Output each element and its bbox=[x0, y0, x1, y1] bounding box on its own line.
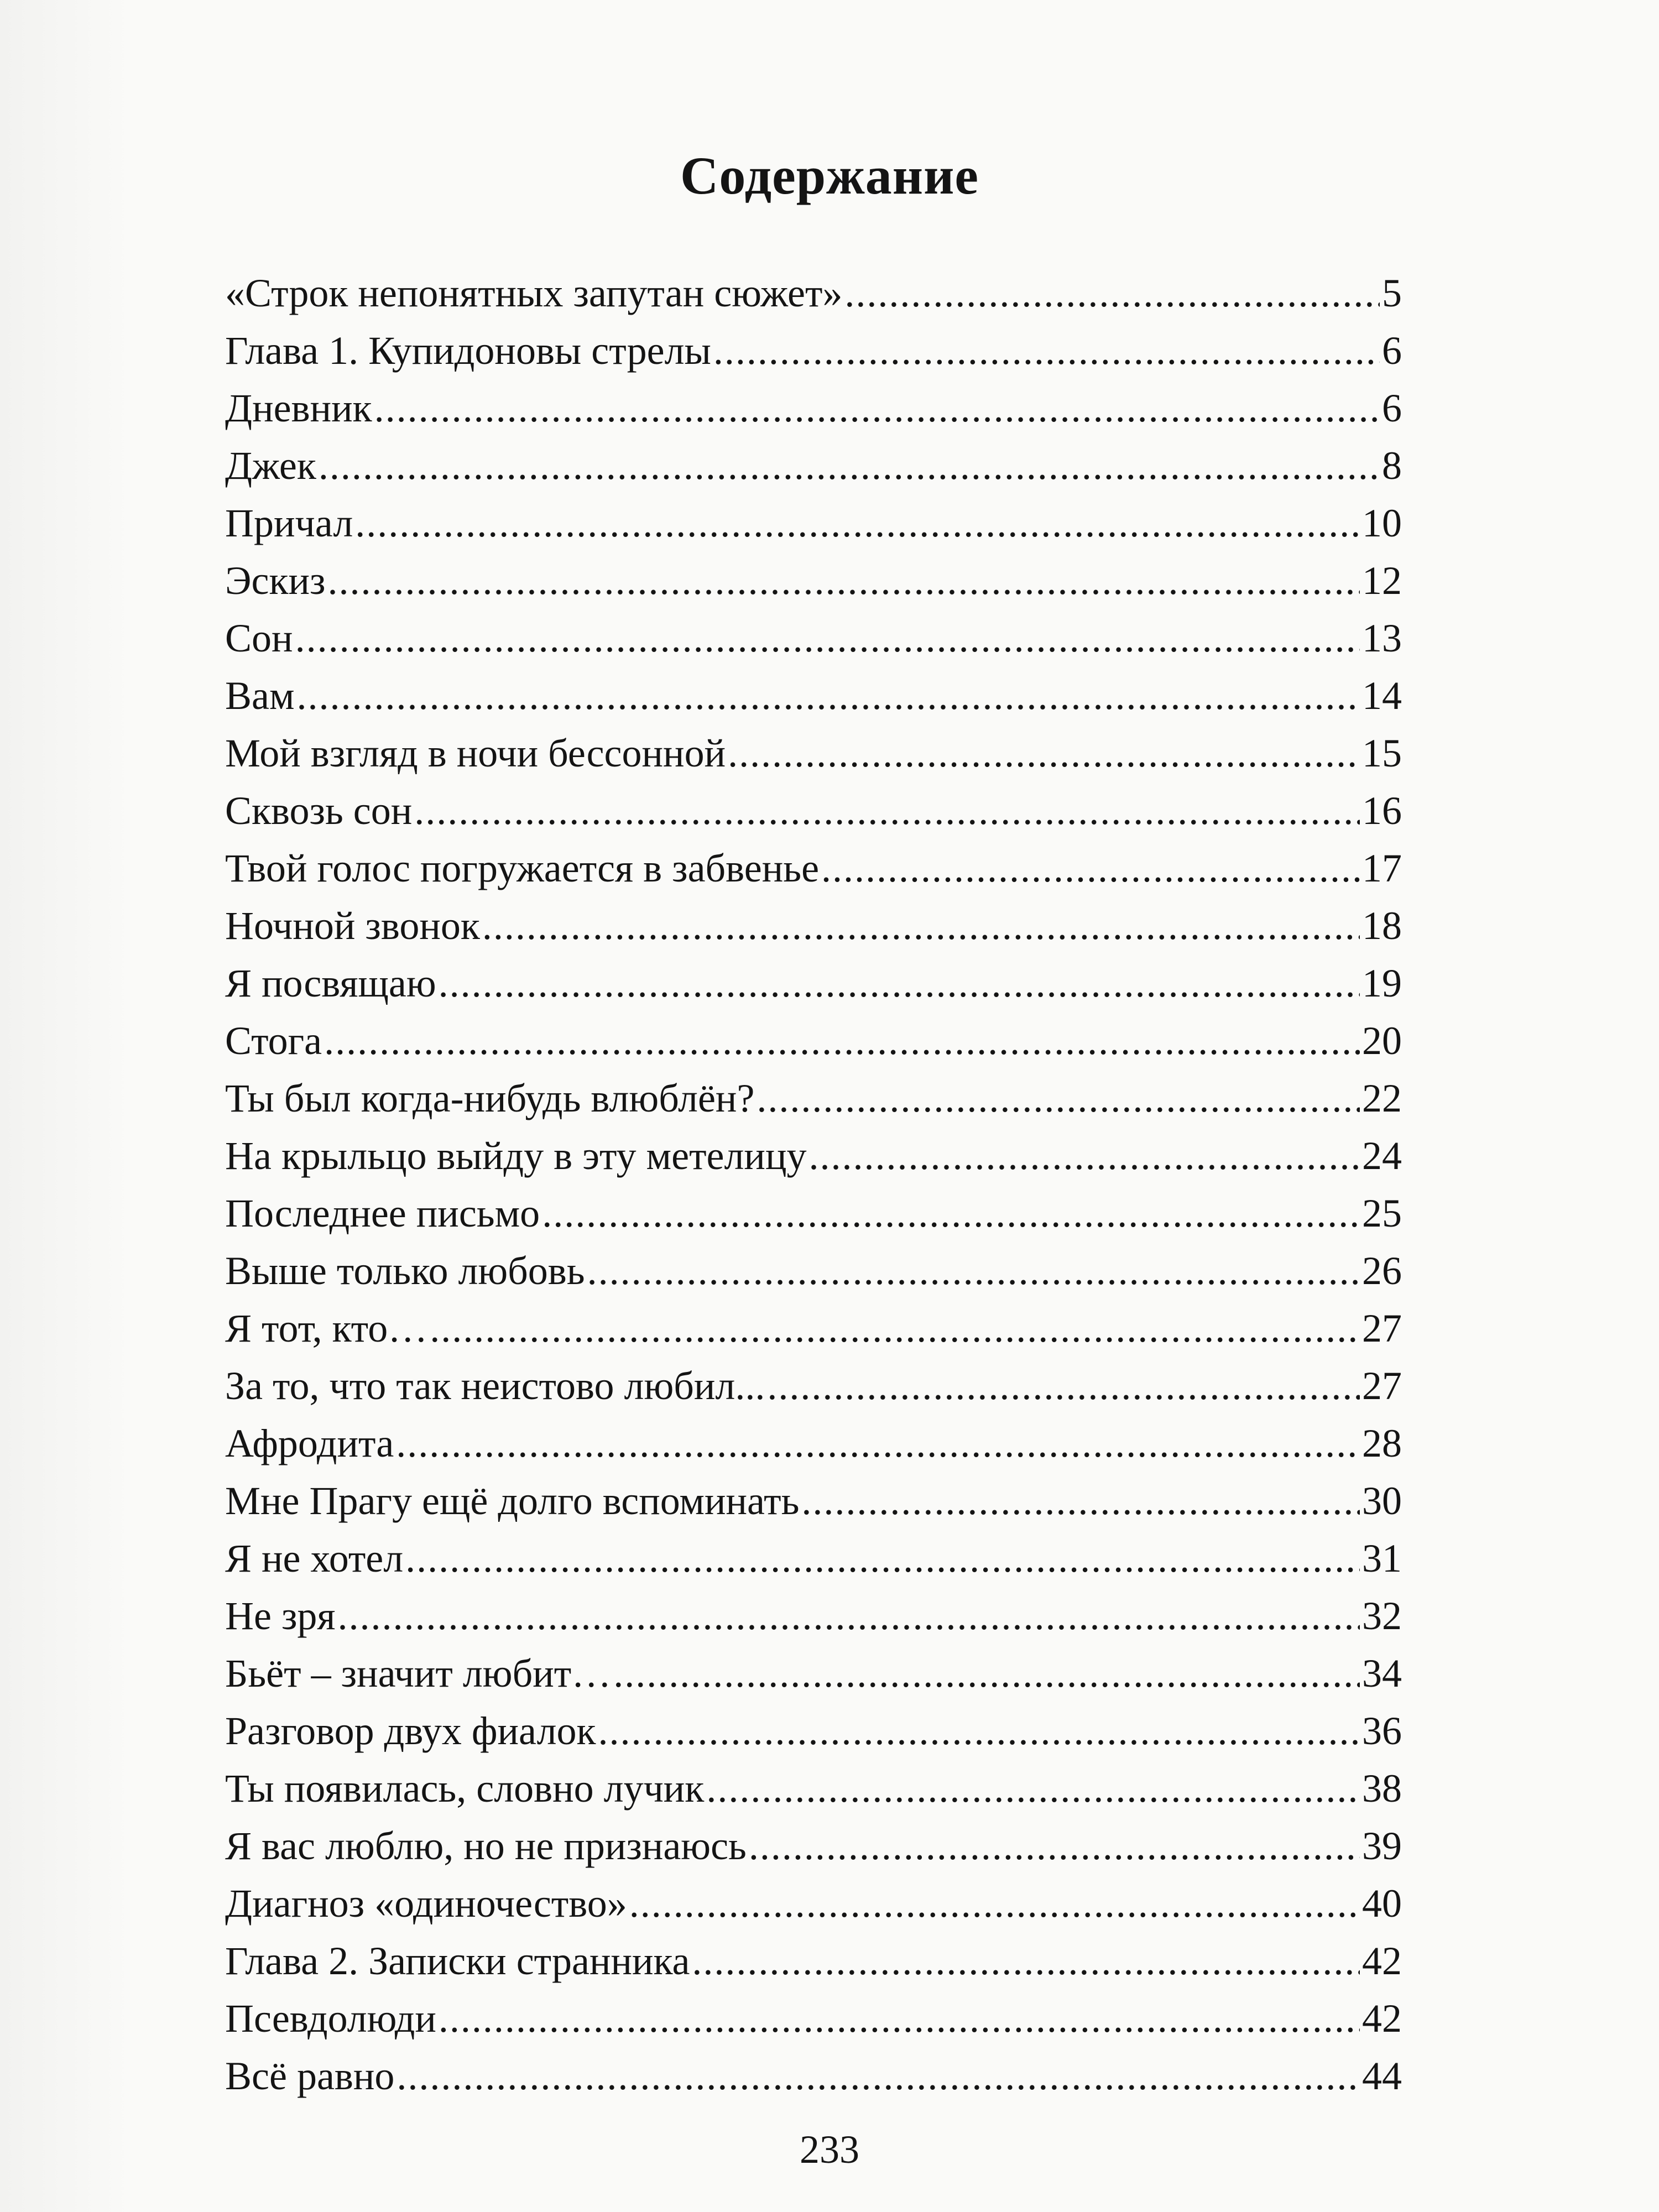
toc-entry-page: 34 bbox=[1362, 1651, 1402, 1695]
toc-entry-page: 27 bbox=[1362, 1306, 1402, 1350]
dot-leader bbox=[809, 1127, 1360, 1185]
dot-leader bbox=[587, 1242, 1360, 1300]
dot-leader bbox=[713, 322, 1380, 379]
page-number: 233 bbox=[800, 2127, 859, 2172]
toc-entry-page: 25 bbox=[1362, 1191, 1402, 1235]
toc-entry bbox=[225, 839, 1402, 897]
toc-entry bbox=[225, 1242, 1402, 1300]
toc-entry bbox=[225, 897, 1402, 954]
dot-leader bbox=[319, 437, 1380, 494]
toc-entry-title: Мне Прагу ещё долго вспоминать bbox=[225, 1479, 800, 1523]
toc-entry-page: 10 bbox=[1362, 501, 1402, 545]
toc-entry-title: Ты появилась, словно лучик bbox=[225, 1766, 705, 1811]
toc-entry bbox=[225, 264, 1402, 322]
toc-entry bbox=[225, 1702, 1402, 1760]
toc-entry bbox=[225, 2047, 1402, 2105]
dot-leader bbox=[396, 1415, 1360, 1472]
toc-entry-title: Стога bbox=[225, 1019, 322, 1063]
toc-entry-page: 28 bbox=[1362, 1421, 1402, 1465]
dot-leader bbox=[397, 2047, 1360, 2105]
toc-entry bbox=[225, 552, 1402, 609]
dot-leader bbox=[327, 552, 1360, 609]
toc-entry-page: 44 bbox=[1362, 2054, 1402, 2098]
toc-entry-title: Сквозь сон bbox=[225, 789, 413, 833]
toc-entry-page: 13 bbox=[1362, 616, 1402, 660]
toc-entry-title: Разговор двух фиалок bbox=[225, 1709, 596, 1753]
toc-entry bbox=[225, 782, 1402, 839]
toc-entry bbox=[225, 1817, 1402, 1875]
dot-leader bbox=[801, 1472, 1360, 1530]
dot-leader bbox=[430, 1300, 1360, 1357]
dot-leader bbox=[295, 609, 1360, 667]
toc-entry-title: Псевдолюди bbox=[225, 1996, 436, 2041]
toc-entry-page: 20 bbox=[1362, 1019, 1402, 1063]
dot-leader bbox=[338, 1587, 1360, 1645]
toc-entry-page: 6 bbox=[1382, 386, 1402, 430]
toc-entry-title: Выше только любовь bbox=[225, 1249, 585, 1293]
toc-entry-title: Дневник bbox=[225, 386, 372, 430]
dot-leader bbox=[629, 1875, 1360, 1932]
toc-entry-title: Бьёт – значит любит… bbox=[225, 1651, 612, 1695]
dot-leader bbox=[439, 954, 1360, 1012]
toc-entry-title: Эскиз bbox=[225, 559, 326, 603]
toc-entry-page: 26 bbox=[1362, 1249, 1402, 1293]
toc-entry-page: 6 bbox=[1382, 328, 1402, 373]
dot-leader bbox=[767, 1357, 1360, 1415]
toc-entry bbox=[225, 322, 1402, 379]
toc-entry-page: 31 bbox=[1362, 1536, 1402, 1580]
dot-leader bbox=[613, 1645, 1360, 1702]
toc-entry-page: 42 bbox=[1362, 1939, 1402, 1983]
toc-entry-title: Глава 2. Записки странника bbox=[225, 1939, 690, 1983]
toc-entry bbox=[225, 1875, 1402, 1932]
toc-entry bbox=[225, 1415, 1402, 1472]
toc-entry bbox=[225, 1185, 1402, 1242]
toc-entry-page: 22 bbox=[1362, 1076, 1402, 1120]
toc-entry bbox=[225, 1530, 1402, 1587]
toc-entry-title: Последнее письмо bbox=[225, 1191, 540, 1235]
dot-leader bbox=[749, 1817, 1360, 1875]
toc-entry-page: 8 bbox=[1382, 444, 1402, 488]
toc-entry-page: 24 bbox=[1362, 1134, 1402, 1178]
dot-leader bbox=[297, 667, 1360, 724]
toc-entry bbox=[225, 1070, 1402, 1127]
dot-leader bbox=[844, 264, 1380, 322]
dot-leader bbox=[757, 1070, 1360, 1127]
toc-entry bbox=[225, 1127, 1402, 1185]
dot-leader bbox=[374, 379, 1380, 437]
dot-leader bbox=[405, 1530, 1360, 1587]
toc-entry bbox=[225, 494, 1402, 552]
toc-entry bbox=[225, 1645, 1402, 1702]
toc-entry-title: За то, что так неистово любил... bbox=[225, 1364, 765, 1408]
dot-leader bbox=[414, 782, 1360, 839]
toc-entry bbox=[225, 1357, 1402, 1415]
toc-entry-title: Джек bbox=[225, 444, 316, 488]
toc-entry-page: 39 bbox=[1362, 1824, 1402, 1868]
toc-entry bbox=[225, 1012, 1402, 1070]
toc-entry-title: Я вас люблю, но не признаюсь bbox=[225, 1824, 747, 1868]
dot-leader bbox=[482, 897, 1360, 954]
dot-leader bbox=[692, 1932, 1360, 1990]
toc-entry-title: Афродита bbox=[225, 1421, 394, 1465]
toc-entry-title: «Строк непонятных запутан сюжет» bbox=[225, 271, 843, 315]
toc-entry-page: 18 bbox=[1362, 904, 1402, 948]
toc-entry-page: 36 bbox=[1362, 1709, 1402, 1753]
toc-entry bbox=[225, 609, 1402, 667]
toc-entry bbox=[225, 667, 1402, 724]
toc-entry-title: Твой голос погружается в забвенье bbox=[225, 846, 820, 890]
toc-entry-title: Я посвящаю bbox=[225, 961, 436, 1005]
table-of-contents bbox=[225, 264, 1402, 2105]
toc-entry bbox=[225, 724, 1402, 782]
toc-entry bbox=[225, 1472, 1402, 1530]
toc-entry-page: 30 bbox=[1362, 1479, 1402, 1523]
toc-entry-page: 38 bbox=[1362, 1766, 1402, 1811]
toc-entry-page: 40 bbox=[1362, 1881, 1402, 1926]
toc-entry bbox=[225, 1300, 1402, 1357]
page-title: Содержание bbox=[680, 146, 979, 205]
toc-entry-page: 14 bbox=[1362, 674, 1402, 718]
toc-entry-title: Причал bbox=[225, 501, 353, 545]
dot-leader bbox=[439, 1990, 1360, 2047]
toc-entry-page: 42 bbox=[1362, 1996, 1402, 2041]
toc-entry-title: Не зря bbox=[225, 1594, 336, 1638]
toc-entry-page: 19 bbox=[1362, 961, 1402, 1005]
toc-entry bbox=[225, 437, 1402, 494]
toc-entry-page: 32 bbox=[1362, 1594, 1402, 1638]
dot-leader bbox=[728, 724, 1360, 782]
toc-entry-title: Всё равно bbox=[225, 2054, 395, 2098]
toc-entry-title: Ночной звонок bbox=[225, 904, 480, 948]
toc-entry-title: Я не хотел bbox=[225, 1536, 404, 1580]
toc-entry bbox=[225, 954, 1402, 1012]
toc-entry-title: Глава 1. Купидоновы стрелы bbox=[225, 328, 711, 373]
dot-leader bbox=[706, 1760, 1360, 1817]
toc-entry-title: Диагноз «одиночество» bbox=[225, 1881, 627, 1926]
toc-entry bbox=[225, 1760, 1402, 1817]
toc-entry-page: 12 bbox=[1362, 559, 1402, 603]
toc-entry bbox=[225, 1932, 1402, 1990]
toc-entry-title: Мой взгляд в ночи бессонной bbox=[225, 731, 726, 775]
dot-leader bbox=[324, 1012, 1360, 1070]
toc-entry bbox=[225, 1990, 1402, 2047]
toc-entry-title: Вам bbox=[225, 674, 295, 718]
toc-entry bbox=[225, 379, 1402, 437]
dot-leader bbox=[598, 1702, 1360, 1760]
toc-entry-title: Ты был когда-нибудь влюблён? bbox=[225, 1076, 755, 1120]
toc-entry-page: 17 bbox=[1362, 846, 1402, 890]
toc-entry-title: На крыльцо выйду в эту метелицу bbox=[225, 1134, 807, 1178]
page-shadow bbox=[0, 0, 133, 2212]
toc-entry-page: 16 bbox=[1362, 789, 1402, 833]
toc-entry-title: Сон bbox=[225, 616, 293, 660]
dot-leader bbox=[821, 839, 1360, 897]
toc-entry-page: 5 bbox=[1382, 271, 1402, 315]
toc-entry bbox=[225, 1587, 1402, 1645]
dot-leader bbox=[542, 1185, 1360, 1242]
toc-entry-page: 27 bbox=[1362, 1364, 1402, 1408]
dot-leader bbox=[355, 494, 1360, 552]
toc-entry-page: 15 bbox=[1362, 731, 1402, 775]
toc-entry-title: Я тот, кто… bbox=[225, 1306, 428, 1350]
